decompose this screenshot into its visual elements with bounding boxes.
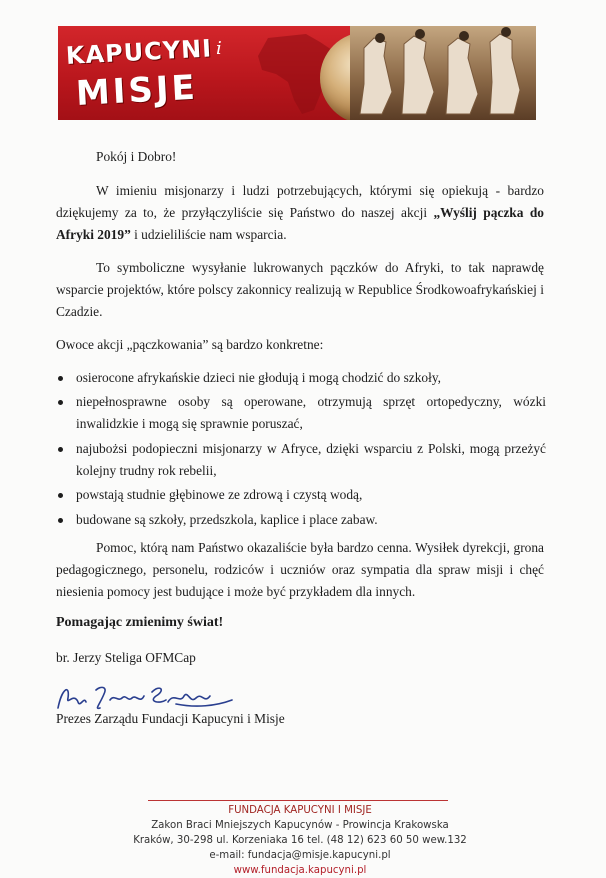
footer-divider: [148, 800, 448, 801]
list-item: powstają studnie głębinowe ze zdrową i czystą wodą,: [56, 484, 546, 506]
list-item: budowane są szkoły, przedszkola, kaplice i place zabaw.: [56, 509, 546, 531]
logo-misje: MISJE: [74, 67, 199, 114]
bullet-icon: [58, 518, 63, 523]
logo-kapucyni: KAPUCYNI: [65, 34, 213, 70]
footer-email[interactable]: e-mail: fundacja@misje.kapucyni.pl: [209, 850, 391, 861]
paragraph-help: Pomoc, którą nam Państwo okazaliście była bardzo cenna. Wysiłek dyrekcji, grona pedagogicznego, personelu, rodziców i uczniów oraz sympatia dla spraw misji i chęć niesienia pomocy jest budujące i może być przykładem dla innych.: [56, 540, 544, 599]
paragraph-thanks: [56, 180, 544, 246]
greeting: Pokój i Dobro!: [96, 149, 177, 164]
list-item: osierocone afrykańskie dzieci nie głodują i mogą chodzić do szkoły,: [56, 367, 546, 389]
dancing-friars-photo: [350, 26, 536, 120]
fruits-list: [56, 367, 546, 533]
paragraph-thanks-end: i udzieliliście nam wsparcia.: [130, 227, 287, 242]
bullet-icon: [58, 400, 63, 405]
list-item: niepełnosprawne osoby są operowane, otrzymują sprzęt ortopedyczny, wózki inwalidzkie i mogą się sprawnie poruszać,: [56, 391, 546, 435]
footer-line1: Zakon Braci Mniejszych Kapucynów - Prowincja Krakowska: [151, 820, 449, 831]
bullet-icon: [58, 447, 63, 452]
signer-title: Prezes Zarządu Fundacji Kapucyni i Misje: [56, 711, 285, 726]
campaign-name: „Wyślij pączka do Afryki 2019”: [56, 205, 545, 242]
list-item: najubożsi podopieczni misjonarzy w Afryce, dzięki wsparciu z Polski, mogą przeżyć kolejny trudny rok rebelii,: [56, 438, 546, 482]
paragraph-projects: To symboliczne wysyłanie lukrowanych pączków do Afryki, to tak naprawdę wsparcie projektów, które polscy zakonnicy realizują w Republice Środkowoafrykańskiej i Czadzie.: [56, 260, 544, 319]
footer-address: Kraków, 30-298 ul. Korzeniaka 16 tel. (48 12) 623 60 50 wew.132: [133, 835, 467, 846]
bullet-icon: [58, 493, 63, 498]
header-banner: [58, 26, 536, 120]
slogan: Pomagając zmienimy świat!: [56, 615, 224, 630]
footer-website[interactable]: www.fundacja.kapucyni.pl: [233, 865, 367, 876]
signer-name: br. Jerzy Steliga OFMCap: [56, 650, 196, 665]
logo-i: i: [216, 38, 222, 59]
bullet-icon: [58, 376, 63, 381]
list-intro: Owoce akcji „pączkowania” są bardzo konkretne:: [56, 337, 324, 352]
footer-org: FUNDACJA KAPUCYNI I MISJE: [228, 805, 372, 816]
paragraph-thanks-text: W imieniu misjonarzy i ludzi potrzebujących, którymi się opiekują - bardzo dziękujemy za to, że przyłączyliście się Państwo do naszej akcji: [56, 183, 544, 220]
